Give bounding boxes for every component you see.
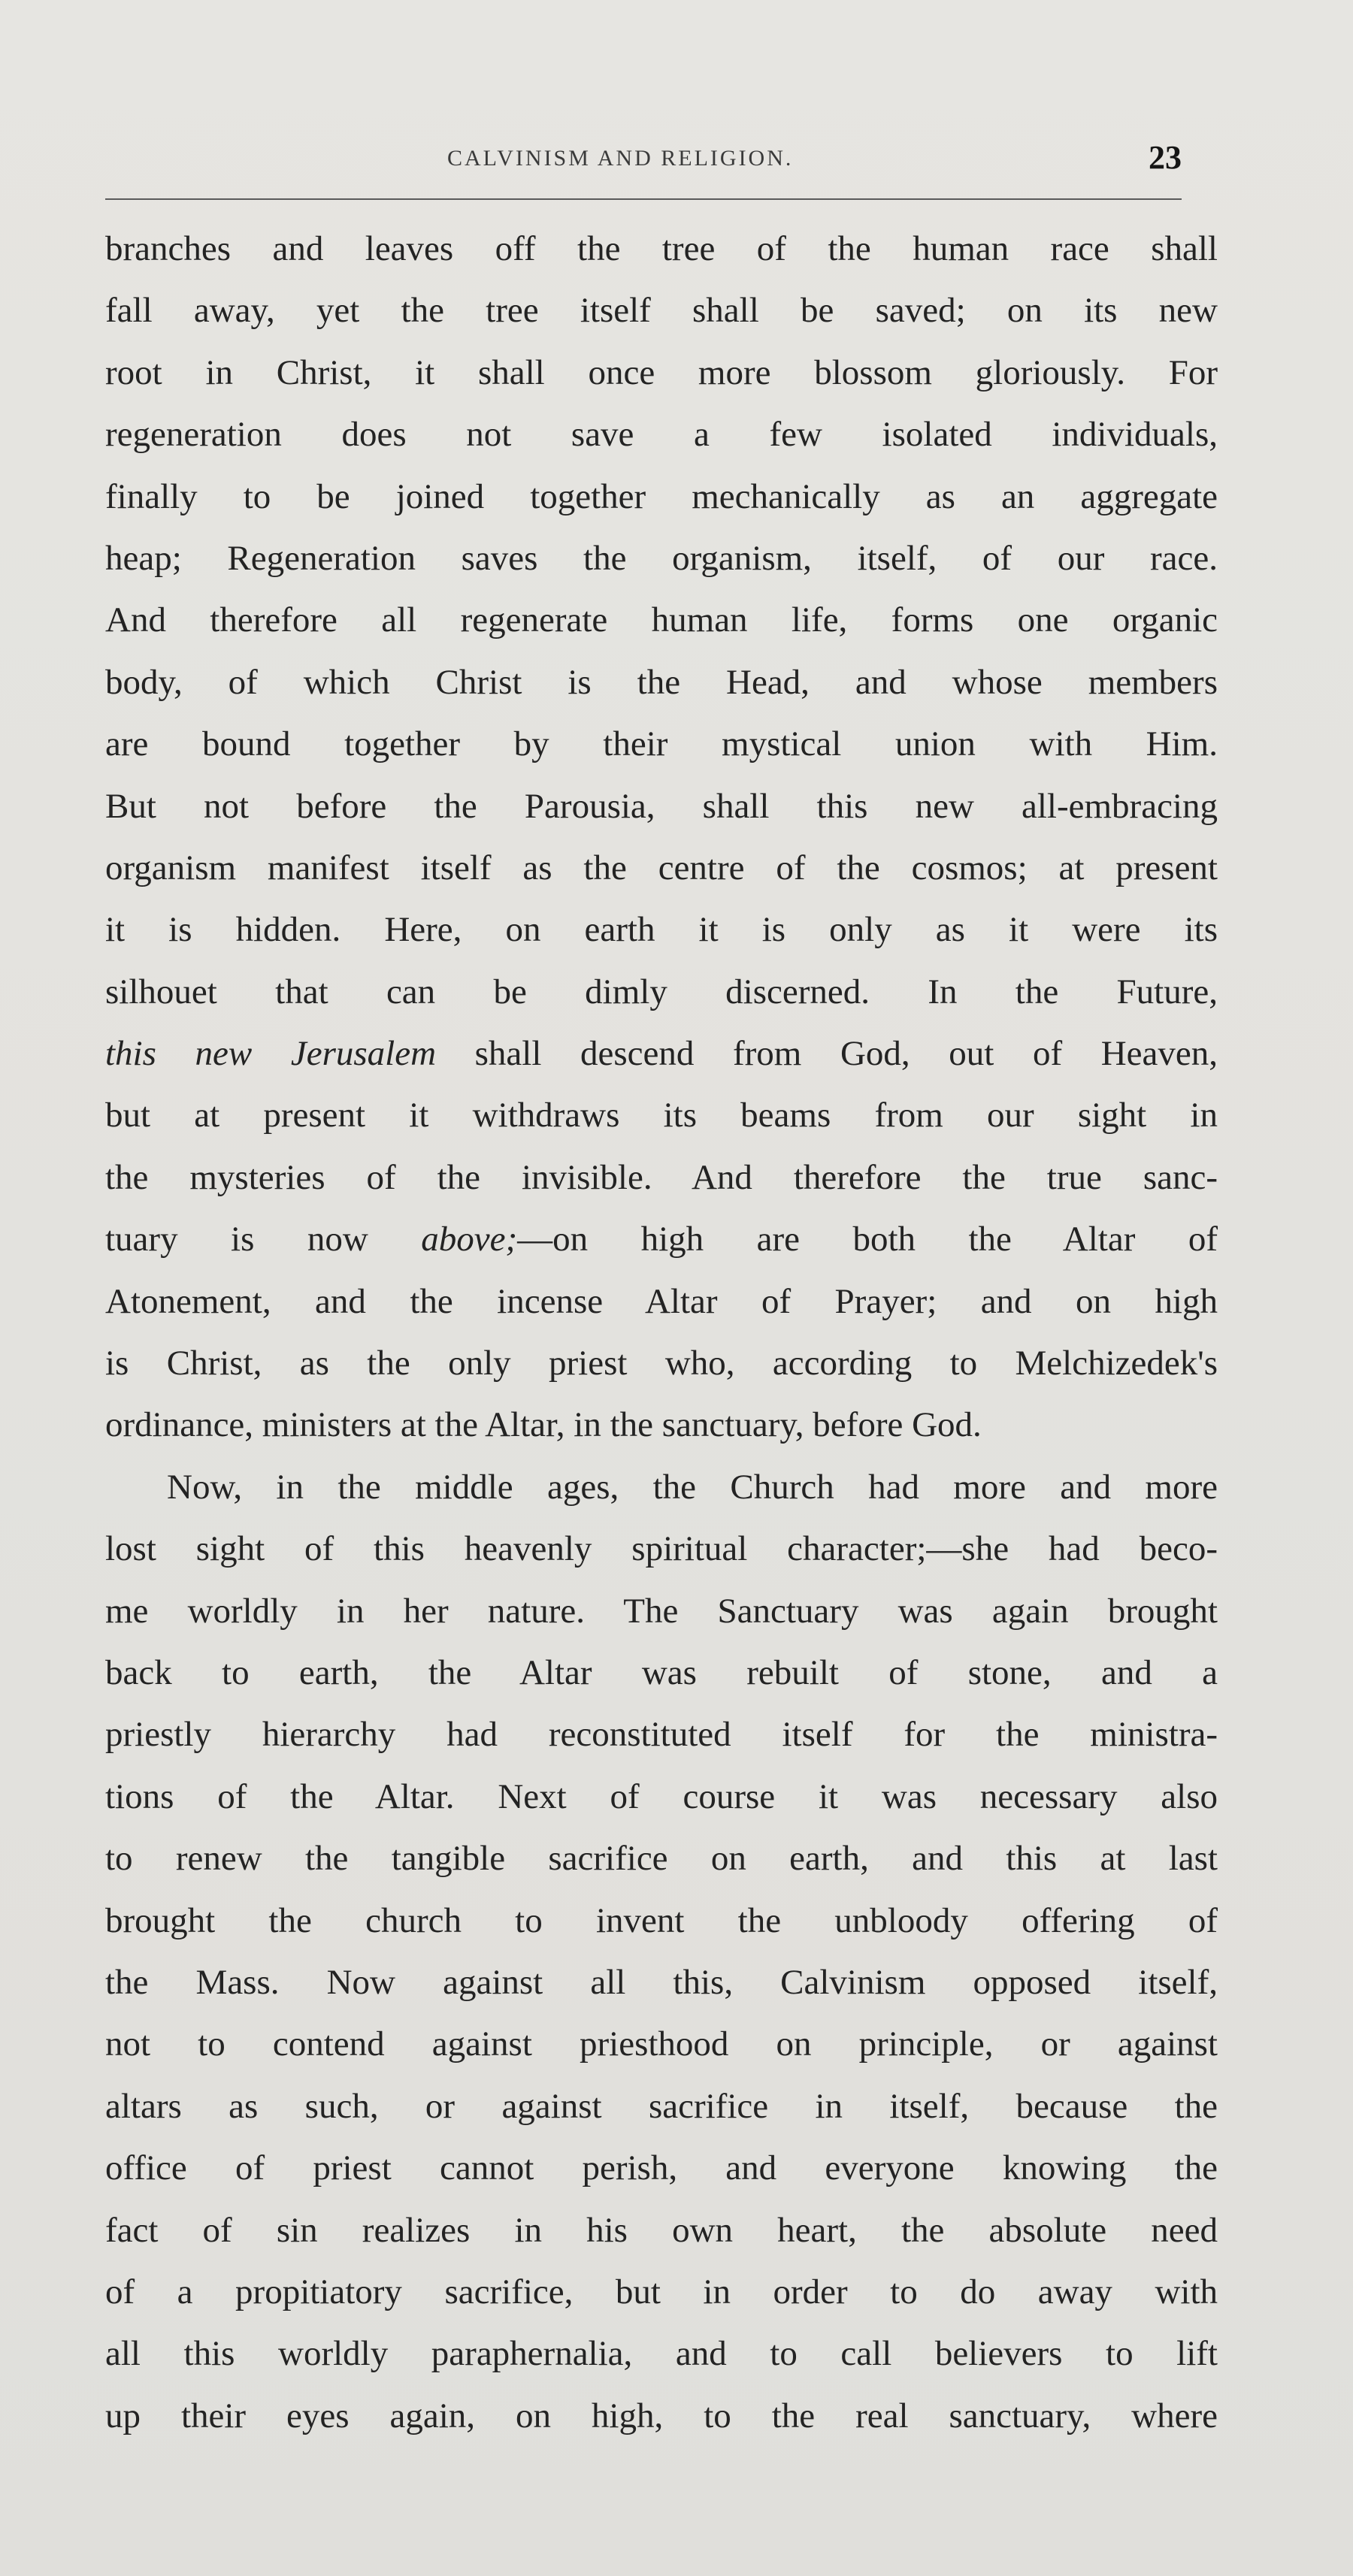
text-line: of a propitiatory sacrifice, but in order to do away with [105, 2272, 1218, 2311]
text-line: the mysteries of the invisible. And therefore the true sanc- [105, 1157, 1218, 1197]
text-line: me worldly in her nature. The Sanctuary was again brought [105, 1591, 1218, 1631]
body-text [105, 218, 1218, 2447]
text-line: are bound together by their mystical union with Him. [105, 724, 1218, 764]
text-line: ordinance, ministers at the Altar, in the sanctuary, before God. [105, 1405, 982, 1445]
line-rest: shall descend from God, out of Heaven, [436, 1034, 1218, 1074]
line-rest: —on high are both the Altar of [517, 1220, 1218, 1259]
text-line: regeneration does not save a few isolated individuals, [105, 415, 1218, 455]
page-header [105, 141, 1182, 194]
text-line: And therefore all regenerate human life, forms one organic [105, 600, 1218, 640]
text-line: altars as such, or against sacrifice in itself, because the [105, 2086, 1218, 2126]
text-line: fall away, yet the tree itself shall be saved; on its new [105, 291, 1218, 331]
running-head: CALVINISM AND RELIGION. [447, 146, 794, 171]
text-line: priestly hierarchy had reconstituted itself for the ministra- [105, 1715, 1218, 1755]
text-line: silhouet that can be dimly discerned. In the Future, [105, 972, 1218, 1011]
text-line: the Mass. Now against all this, Calvinism opposed itself, [105, 1962, 1218, 2002]
text-line: to renew the tangible sacrifice on earth, and this at last [105, 1839, 1218, 1879]
text-line: heap; Regeneration saves the organism, itself, of our race. [105, 538, 1218, 578]
text-line: organism manifest itself as the centre of the cosmos; at present [105, 848, 1218, 887]
text-line: But not before the Parousia, shall this new all-embracing [105, 786, 1218, 826]
line-start: tuary is now [105, 1220, 422, 1259]
text-line: but at present it withdraws its beams from our sight in [105, 1096, 1218, 1135]
text-line: all this worldly paraphernalia, and to call believers to lift [105, 2334, 1218, 2374]
text-line: it is hidden. Here, on earth it is only as it were its [105, 910, 1218, 950]
italic-word: above; [421, 1220, 518, 1259]
text-line: not to contend against priesthood on principle, or against [105, 2024, 1218, 2064]
text-line: root in Christ, it shall once more blossom gloriously. For [105, 352, 1218, 392]
paragraph-first-line: Now, in the middle ages, the Church had more and more [167, 1467, 1218, 1507]
page-number: 23 [1149, 139, 1182, 176]
text-line [105, 1023, 1218, 1084]
text-line: is Christ, as the only priest who, according to Melchizedek's [105, 1344, 1218, 1383]
text-line: branches and leaves off the tree of the human race shall [105, 229, 1218, 268]
text-line: tions of the Altar. Next of course it was necessary also [105, 1776, 1218, 1816]
text-line [105, 1208, 1218, 1270]
text-line: back to earth, the Altar was rebuilt of stone, and a [105, 1652, 1218, 1692]
text-line: fact of sin realizes in his own heart, the absolute need [105, 2210, 1218, 2250]
text-line: finally to be joined together mechanically as an aggregate [105, 476, 1218, 516]
text-line: body, of which Christ is the Head, and whose members [105, 662, 1218, 702]
italic-phrase: this new Jerusalem [105, 1034, 437, 1074]
text-line: office of priest cannot perish, and everyone knowing the [105, 2148, 1218, 2188]
text-line: lost sight of this heavenly spiritual character;—she had beco- [105, 1529, 1218, 1569]
text-line: Atonement, and the incense Altar of Prayer; and on high [105, 1281, 1218, 1321]
text-line: up their eyes again, on high, to the real sanctuary, where [105, 2396, 1218, 2435]
text-line: brought the church to invent the unbloody offering of [105, 1900, 1218, 1940]
header-rule [105, 198, 1182, 200]
